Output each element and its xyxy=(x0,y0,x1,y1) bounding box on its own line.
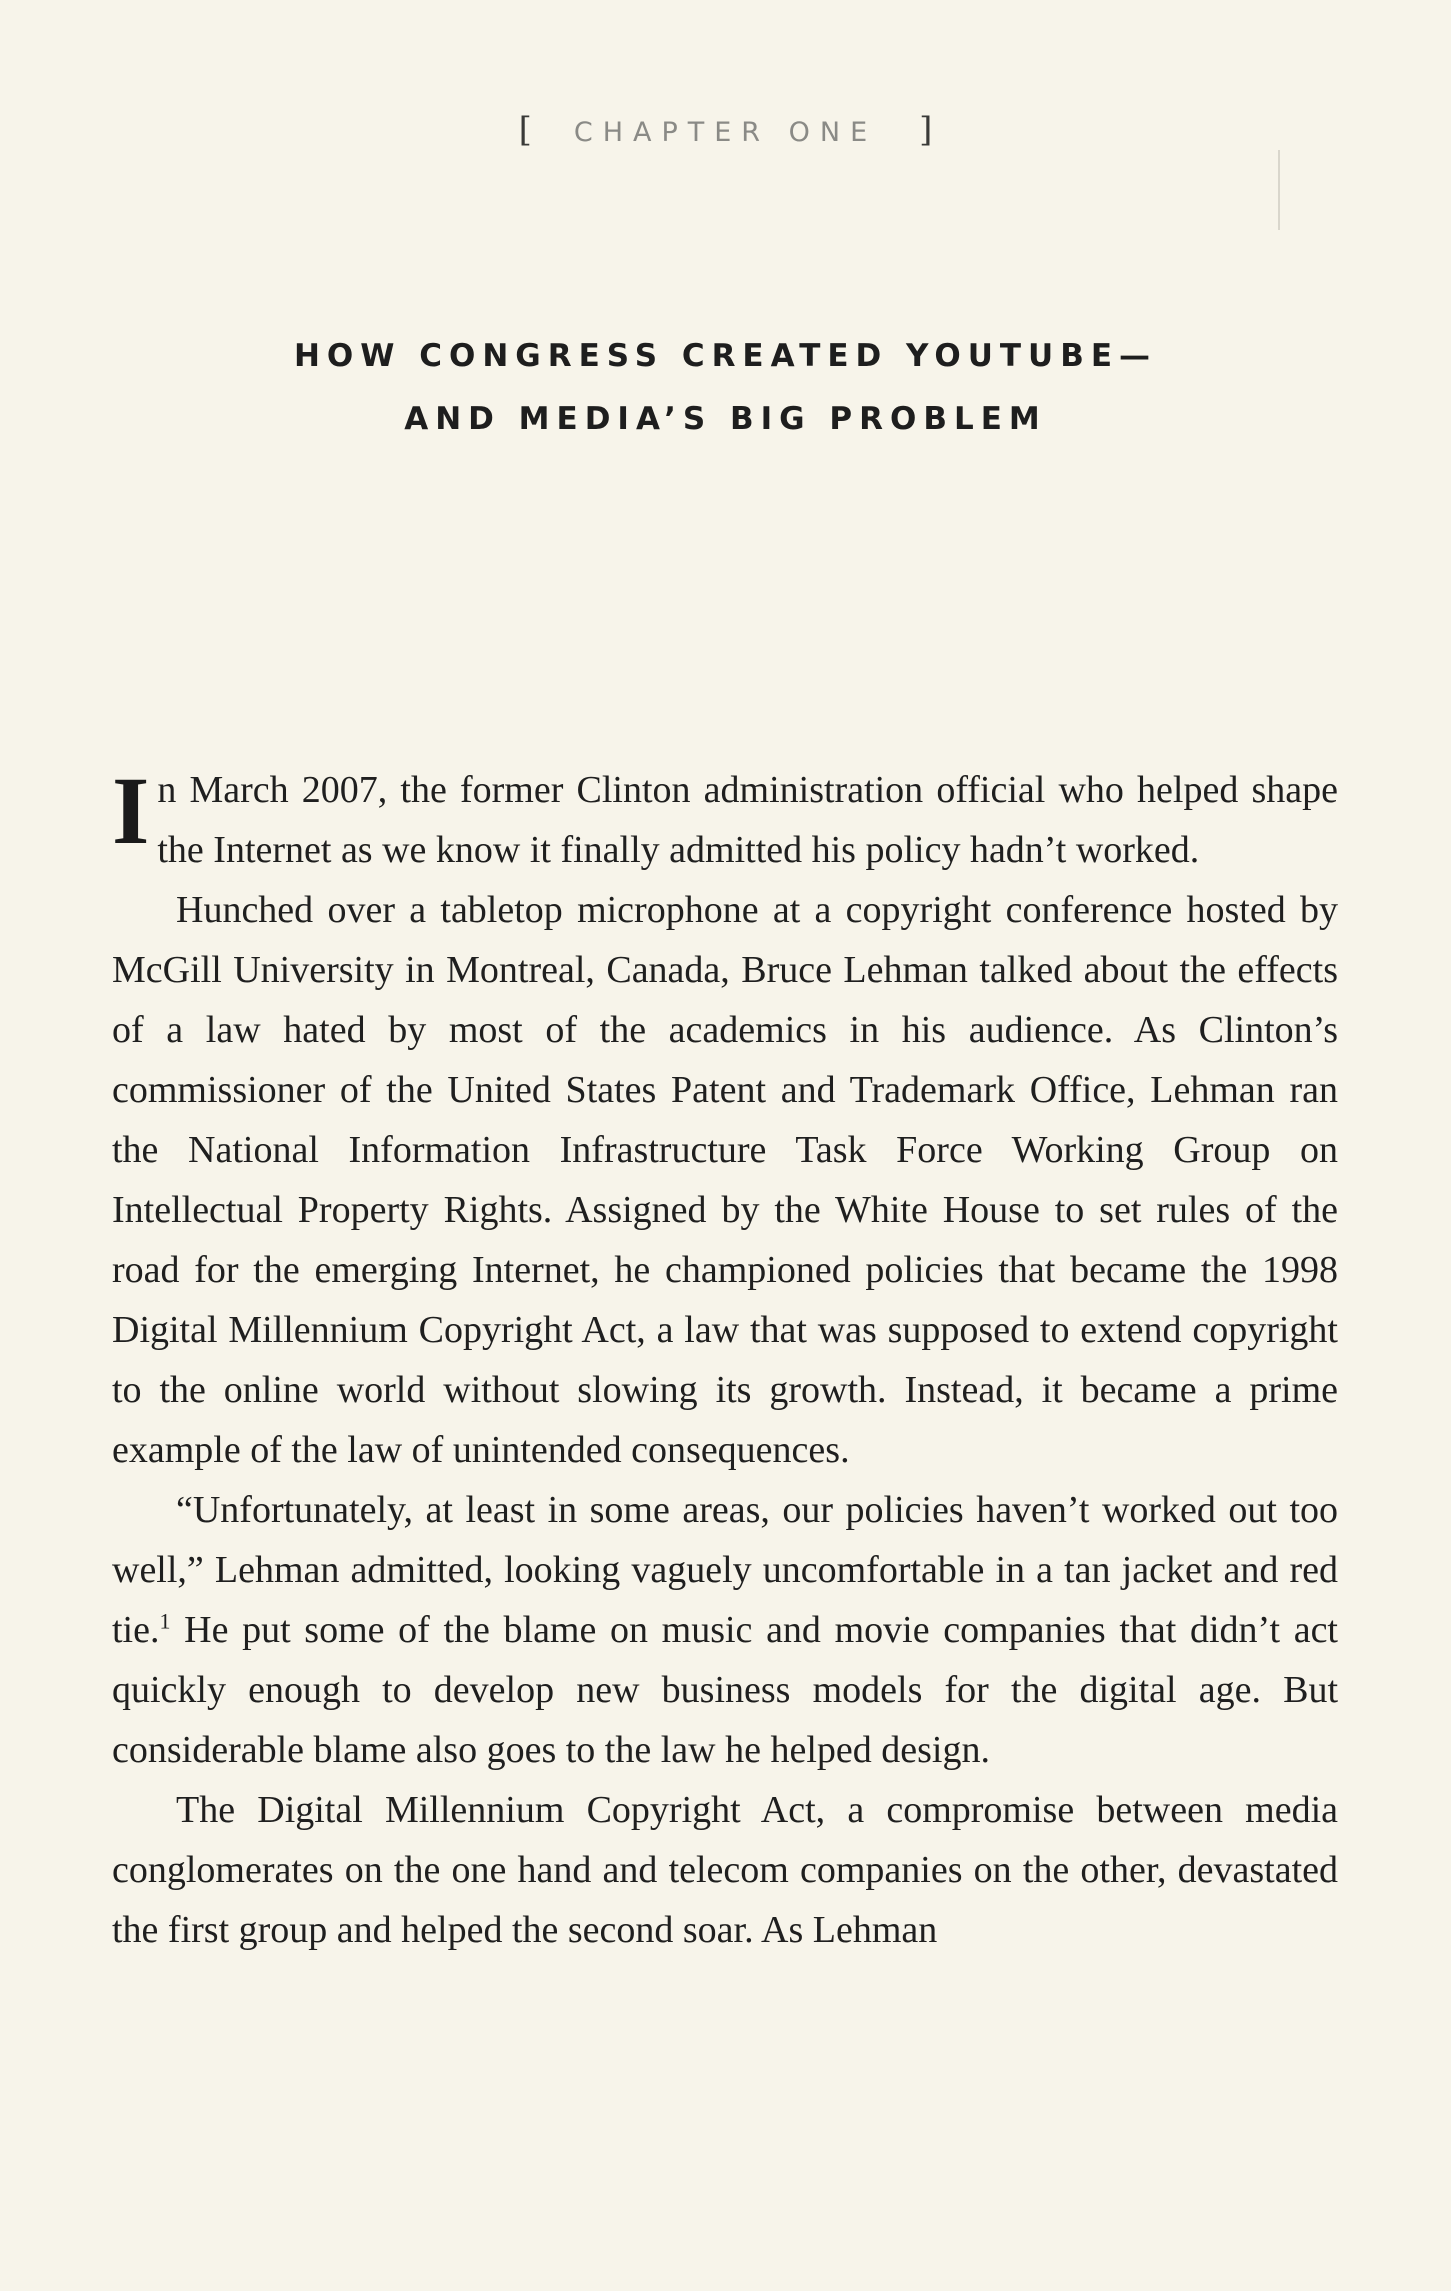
chapter-label-text: CHAPTER ONE xyxy=(573,117,878,148)
paragraph-1-text: n March 2007, the former Clinton administration official who helped shape the Internet as we know it finally admitted his policy hadn’t worked. xyxy=(157,769,1338,871)
paragraph-3 xyxy=(112,1480,1338,1780)
body-text xyxy=(112,757,1338,1960)
chapter-close-bracket: ] xyxy=(919,110,933,150)
paragraph-3-text-b: He put some of the blame on music and movie companies that didn’t act quickly enough to develop new business models for the digital age. But considerable blame also goes to the law he helped design. xyxy=(112,1609,1338,1771)
paragraph-3-text-a: “Unfortunately, at least in some areas, our policies haven’t worked out too well,” Lehman admitted, looking vaguely uncomfortable in a tan jacket and red tie. xyxy=(112,1489,1338,1651)
paragraph-4: The Digital Millennium Copyright Act, a compromise between media conglomerates on the one hand and telecom companies on the other, devastated the first group and helped the second soar. As Lehman xyxy=(112,1789,1338,1951)
chapter-title xyxy=(0,325,1451,451)
chapter-title-line-2: AND MEDIA’S BIG PROBLEM xyxy=(404,401,1047,437)
chapter-title-line-1: HOW CONGRESS CREATED YOUTUBE— xyxy=(293,338,1158,374)
paragraph-2: Hunched over a tabletop microphone at a copyright conference hosted by McGill University in Montreal, Canada, Bruce Lehman talked about the effects of a law hated by most of the academics in his audience. As Clinton’s commissioner of the United States Patent and Trademark Office, Lehman ran the National Information Infrastructure Task Force Working Group on Intellectual Property Rights. Assigned by the White House to set rules of the road for the emerging Internet, he championed policies that became the 1998 Digital Millennium Copyright Act, a law that was supposed to extend copyright to the online world without slowing its growth. Instead, it became a prime example of the law of unintended consequences. xyxy=(112,889,1338,1471)
chapter-label xyxy=(0,110,1451,150)
drop-cap: I xyxy=(112,757,150,864)
footnote-marker: 1 xyxy=(159,1608,171,1634)
paragraph-1 xyxy=(112,757,1338,880)
chapter-open-bracket: [ xyxy=(518,110,532,150)
page-margin-mark xyxy=(1278,150,1280,230)
